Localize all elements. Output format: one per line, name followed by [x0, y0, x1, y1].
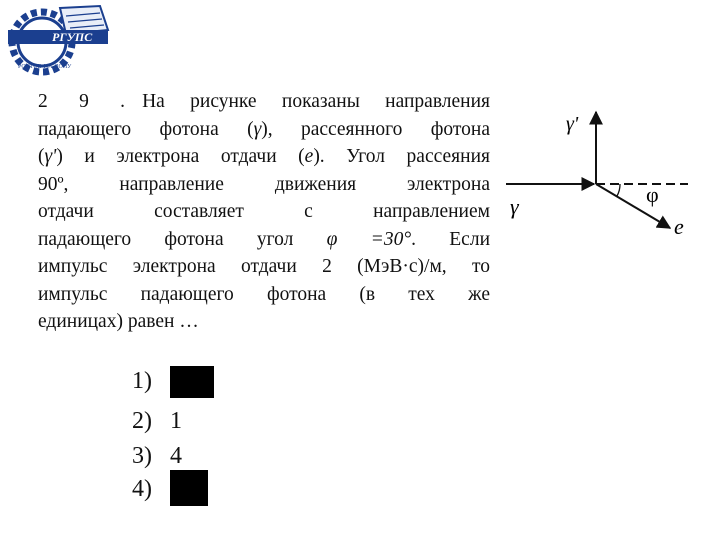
answer-value: 4 — [170, 443, 182, 469]
gamma-label: γ — [510, 194, 519, 219]
recoil-electron-arrow — [596, 184, 670, 228]
problem-line: единицах) равен … — [38, 311, 199, 332]
electron-label: e — [674, 214, 684, 239]
problem-text — [38, 88, 490, 336]
problem-line: падающего фотона (γ), рассеянного фотона — [38, 118, 490, 140]
problem-line: 90º, направление движения электрона — [38, 173, 490, 195]
university-logo — [0, 0, 120, 80]
answer-option[interactable] — [132, 443, 182, 470]
problem-line: падающего фотона угол φ =30°. Если — [38, 228, 490, 250]
logo-ring-text: РОСТОВ-НА-ДОНУ — [18, 64, 72, 70]
answer-label: 4) — [132, 476, 152, 502]
logo-text: РГУПС — [52, 30, 93, 44]
problem-number: 2 9 . — [38, 91, 129, 112]
problem-line: (γ') и электрона отдачи (e). Угол рассеяния — [38, 146, 490, 167]
answer-label: 2) — [132, 408, 152, 434]
phi-label: φ — [646, 182, 659, 207]
problem-line: импульс падающего фотона (в тех же — [38, 283, 490, 305]
answer-option[interactable] — [132, 408, 182, 435]
problem-line: импульс электрона отдачи 2 (МэВ·с)/м, то — [38, 256, 490, 277]
problem-line: 2 9 . На рисунке показаны направления — [38, 91, 490, 112]
answer-value: 1 — [170, 408, 182, 434]
answer-option[interactable] — [132, 368, 214, 398]
scattering-diagram — [500, 100, 700, 250]
answer-label: 3) — [132, 443, 152, 469]
answer-mask — [170, 366, 214, 398]
gamma-prime-label: γ' — [566, 113, 579, 135]
answer-mask — [170, 470, 208, 506]
angle-value: φ =30° — [326, 228, 412, 250]
answer-label: 1) — [132, 368, 152, 394]
answer-option[interactable] — [132, 476, 208, 506]
problem-line: отдачи составляет с направлением — [38, 201, 490, 222]
angle-arc — [617, 184, 620, 196]
